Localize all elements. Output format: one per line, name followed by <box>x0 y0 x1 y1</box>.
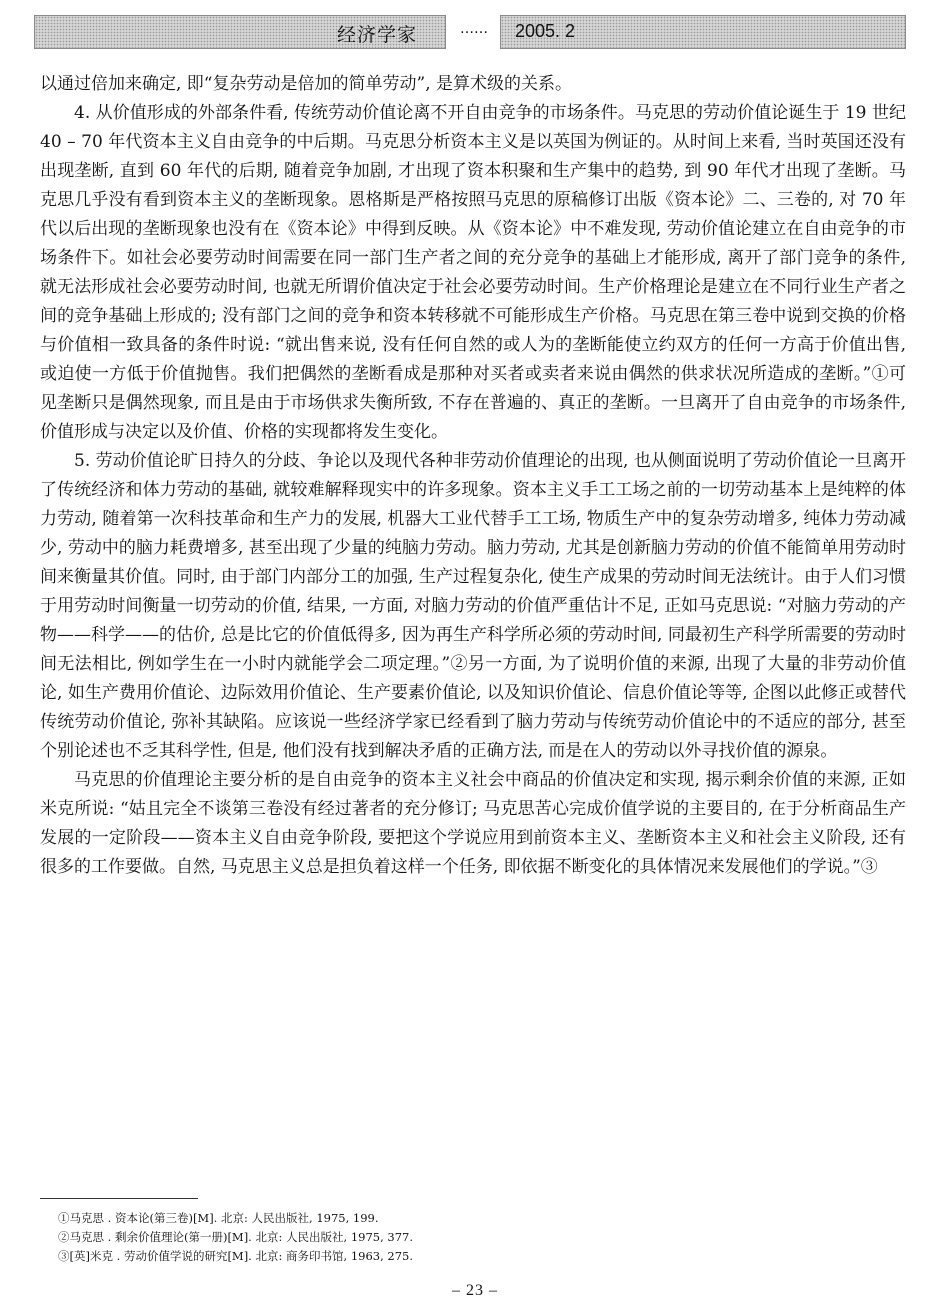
header-right-band <box>500 15 906 49</box>
article-body <box>40 70 906 882</box>
page-number: – 23 – <box>452 1282 498 1299</box>
paragraph: 以通过倍加来确定, 即“复杂劳动是倍加的简单劳动”, 是算术级的关系。 <box>40 74 572 94</box>
paragraph: 4. 从价值形成的外部条件看, 传统劳动价值论离不开自由竞争的市场条件。马克思的劳动价值论诞生于 19 世纪 40 – 70 年代资本主义自由竞争的中后期。马克思分析资本主义是以英国为例证的。从时间上来看, 当时英国还没有出现垄断, 直到 60 年代的后期, 随着竞争加剧, 才出现了资本积聚和生产集中的趋势, 到 90 年代才出现了垄断。马克思几乎没有看到资本主义的垄断现象。恩格斯是严格按照马克思的原稿修订出版《资本论》二、三卷的, 对 70 年代以后出现的垄断现象也没有在《资本论》中得到反映。从《资本论》中不难发现, 劳动价值论建立在自由竞争的市场条件下。如社会必要劳动时间需要在同一部门生产者之间的充分竞争的基础上才能形成, 离开了部门竞争的条件, 就无法形成社会必要劳动时间, 也就无所谓价值决定于社会必要劳动时间。生产价格理论是建立在不同行业生产者之间的竞争基础上形成的; 没有部门之间的竞争和资本转移就不可能形成生产价格。马克思在第三卷中说到交换的价格与价值相一致具备的条件时说: “就出售来说, 没有任何自然的或人为的垄断能使立约双方的任何一方高于价值出售, 或迫使一方低于价值抛售。我们把偶然的垄断看成是那种对买者或卖者来说由偶然的供求状况所造成的垄断。”①可见垄断只是偶然现象, 而且是由于市场供求失衡所致, 不存在普遍的、真正的垄断。一旦离开了自由竞争的市场条件, 价值形成与决定以及价值、价格的实现都将发生变化。 <box>40 103 906 442</box>
running-header <box>34 15 906 49</box>
footnote-separator <box>40 1198 198 1199</box>
header-left-band <box>34 15 446 49</box>
journal-title: 经济学家 <box>336 24 417 46</box>
footnote: ①马克思 . 资本论(第三卷)[M]. 北京: 人民出版社, 1975, 199. <box>58 1211 379 1225</box>
footnote: ②马克思 . 剩余价值理论(第一册)[M]. 北京: 人民出版社, 1975, 377. <box>58 1230 414 1244</box>
paragraph: 马克思的价值理论主要分析的是自由竞争的资本主义社会中商品的价值决定和实现, 揭示剩余价值的来源, 正如米克所说: “姑且完全不谈第三卷没有经过著者的充分修订; 马克思苦心完成价值学说的主要目的, 在于分析商品生产发展的一定阶段——资本主义自由竞争阶段, 要把这个学说应用到前资本主义、垄断资本主义和社会主义阶段, 还有很多的工作要做。自然, 马克思主义总是担负着这样一个任务, 即依据不断变化的具体情况来发展他们的学说。”③ <box>40 770 906 877</box>
footnotes <box>58 1209 898 1266</box>
header-dots: …… <box>460 21 488 37</box>
footnote: ③[英]米克 . 劳动价值学说的研究[M]. 北京: 商务印书馆, 1963, 275. <box>58 1249 414 1263</box>
issue-date: 2005. 2 <box>515 21 576 41</box>
paragraph: 5. 劳动价值论旷日持久的分歧、争论以及现代各种非劳动价值理论的出现, 也从侧面说明了劳动价值论一旦离开了传统经济和体力劳动的基础, 就较难解释现实中的许多现象。资本主义手工工场之前的一切劳动基本上是纯粹的体力劳动, 随着第一次科技革命和生产力的发展, 机器大工业代替手工工场, 物质生产中的复杂劳动增多, 纯体力劳动减少, 劳动中的脑力耗费增多, 甚至出现了少量的纯脑力劳动。脑力劳动, 尤其是创新脑力劳动的价值不能简单用劳动时间来衡量其价值。同时, 由于部门内部分工的加强, 生产过程复杂化, 使生产成果的劳动时间无法统计。由于人们习惯于用劳动时间衡量一切劳动的价值, 结果, 一方面, 对脑力劳动的价值严重估计不足, 正如马克思说: “对脑力劳动的产物——科学——的估价, 总是比它的价值低得多, 因为再生产科学所必须的劳动时间, 同最初生产科学所需要的劳动时间无法相比, 例如学生在一小时内就能学会二项定理。”②另一方面, 为了说明价值的来源, 出现了大量的非劳动价值论, 如生产费用价值论、边际效用价值论、生产要素价值论, 以及知识价值论、信息价值论等等, 企图以此修正或替代传统劳动价值论, 弥补其缺陷。应该说一些经济学家已经看到了脑力劳动与传统劳动价值论中的不适应的部分, 甚至个别论述也不乏其科学性, 但是, 他们没有找到解决矛盾的正确方法, 而是在人的劳动以外寻找价值的源泉。 <box>40 451 906 761</box>
